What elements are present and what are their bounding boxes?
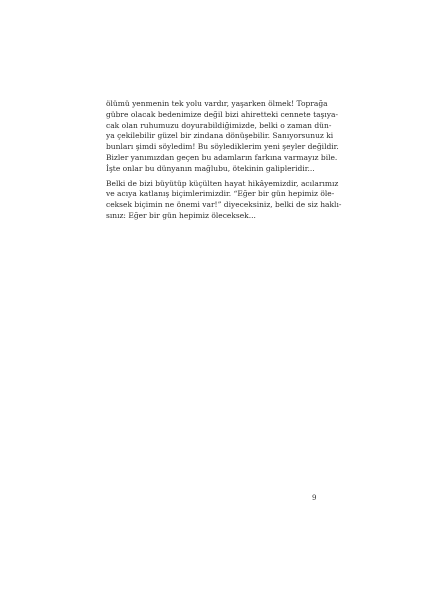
text-line: ceksek biçimin ne önemi var!” diyeceksiniz, belki de siz haklı- [106,200,342,210]
paragraph-2 [106,178,342,222]
page-number: 9 [312,494,317,502]
text-line: cak olan ruhumuzu doyurabildiğimizde, belki o zaman dün- [106,120,332,130]
text-line: ve acıya katlanış biçimlerimizdir. “Eğer bir gün hepimiz öle- [106,189,335,199]
text-line: İşte onlar bu dünyanın mağlubu, ötekinin galipleridir... [106,163,315,173]
body-text [106,99,342,222]
text-line: gübre olacak bedenimize değil bizi ahiretteki cennete taşıya- [106,109,339,119]
text-line: bunları şimdi söyledim! Bu söylediklerim yeni şeyler değildir. [106,142,339,152]
paragraph-1 [106,99,339,175]
text-line: ölümü yenmenin tek yolu vardır, yaşarken ölmek! Toprağa [106,99,328,108]
text-line: Bizler yanımızdan geçen bu adamların farkına varmayız bile. [106,152,338,162]
text-line: sınız: Eğer bir gün hepimiz öleceksek... [106,210,256,220]
text-line: ya çekilebilir güzel bir zindana dönüşebilir. Sanıyorsunuz ki [106,131,334,141]
text-line: Belki de bizi büyütüp küçülten hayat hikâyemizdir, acılarımız [106,178,339,188]
